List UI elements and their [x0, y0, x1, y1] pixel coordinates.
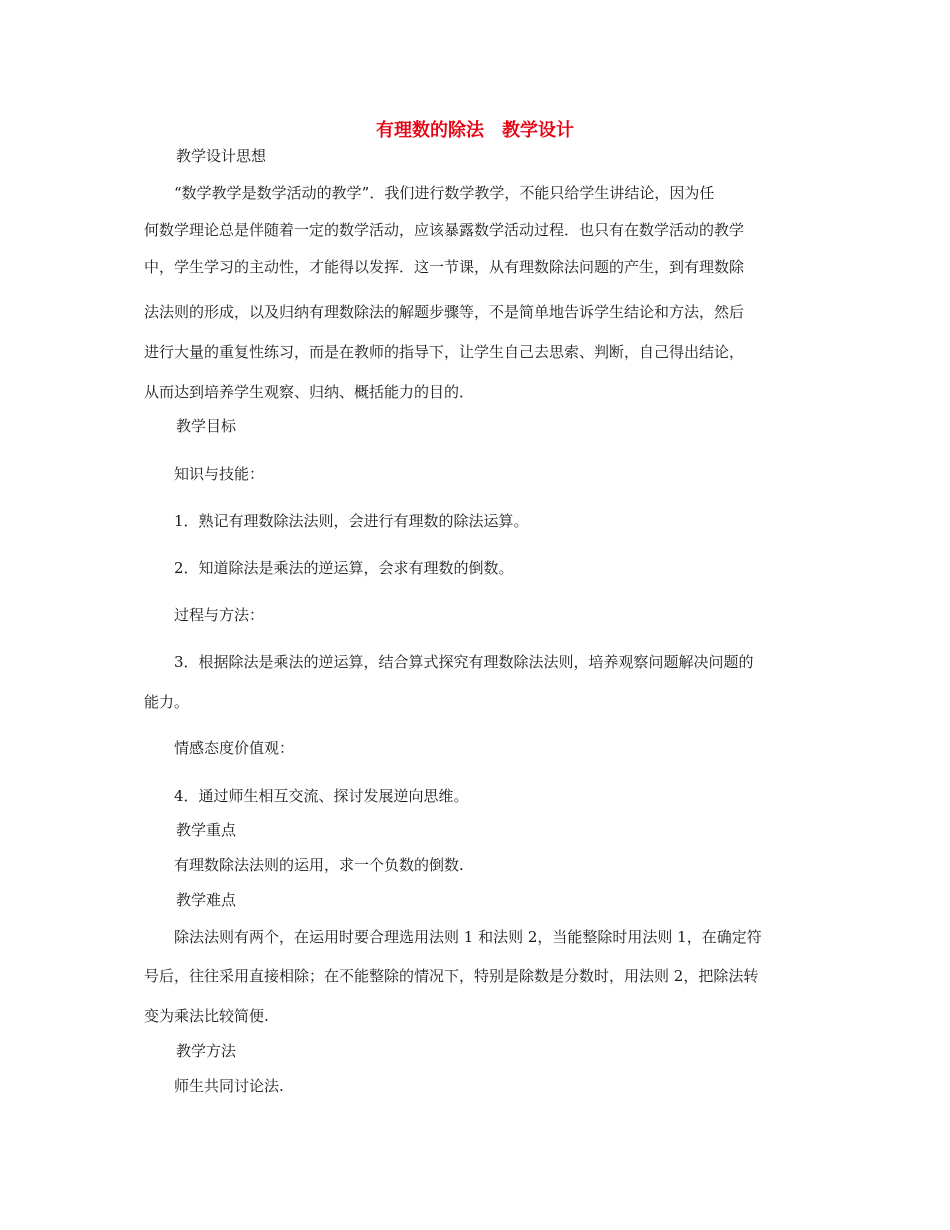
objective-item-3-line-2: 能力。 [144, 693, 190, 711]
difficulty-line-2: 号后，往往采用直接相除；在不能整除的情况下，特别是除数是分数时，用法则 2，把除法转 [144, 967, 759, 985]
objective-item-1: 1．熟记有理数除法法则，会进行有理数的除法运算。 [174, 512, 529, 530]
objective-item-4: 4．通过师生相互交流、探讨发展逆向思维。 [174, 787, 469, 805]
objective-item-2: 2．知道除法是乘法的逆运算，会求有理数的倒数。 [174, 559, 514, 577]
design-idea-line-3: 中，学生学习的主动性，才能得以发挥．这一节课，从有理数除法问题的产生，到有理数除 [144, 258, 745, 276]
method-text: 师生共同讨论法. [174, 1077, 284, 1095]
attitude-heading: 情感态度价值观： [174, 739, 295, 757]
difficulty-heading: 教学难点 [176, 891, 237, 909]
design-idea-line-5: 进行大量的重复性练习，而是在教师的指导下，让学生自己去思索、判断，自己得出结论， [144, 343, 745, 361]
document-title: 有理数的除法 教学设计 [376, 120, 574, 141]
difficulty-line-3: 变为乘法比较简便. [144, 1007, 269, 1025]
design-idea-heading: 教学设计思想 [176, 147, 267, 165]
design-idea-line-1: “数学教学是数学活动的教学”．我们进行数学教学，不能只给学生讲结论，因为任 [174, 184, 715, 202]
objective-item-3-line-1: 3．根据除法是乘法的逆运算，结合算式探究有理数除法法则，培养观察问题解决问题的 [174, 653, 754, 671]
key-point-heading: 教学重点 [176, 821, 237, 839]
design-idea-line-6: 从而达到培养学生观察、归纳、概括能力的目的． [144, 383, 475, 401]
design-idea-line-4: 法法则的形成，以及归纳有理数除法的解题步骤等，不是简单地告诉学生结论和方法，然后 [144, 303, 745, 321]
design-idea-line-2: 何数学理论总是伴随着一定的数学活动，应该暴露数学活动过程．也只有在数学活动的教学 [144, 221, 745, 239]
method-heading: 教学方法 [176, 1042, 237, 1060]
objectives-heading: 教学目标 [176, 417, 237, 435]
process-heading: 过程与方法： [174, 606, 265, 624]
knowledge-heading: 知识与技能： [174, 465, 265, 483]
key-point-text: 有理数除法法则的运用，求一个负数的倒数. [174, 856, 464, 874]
difficulty-line-1: 除法法则有两个，在运用时要合理选用法则 1 和法则 2，当能整除时用法则 1，在确定符 [174, 928, 762, 946]
